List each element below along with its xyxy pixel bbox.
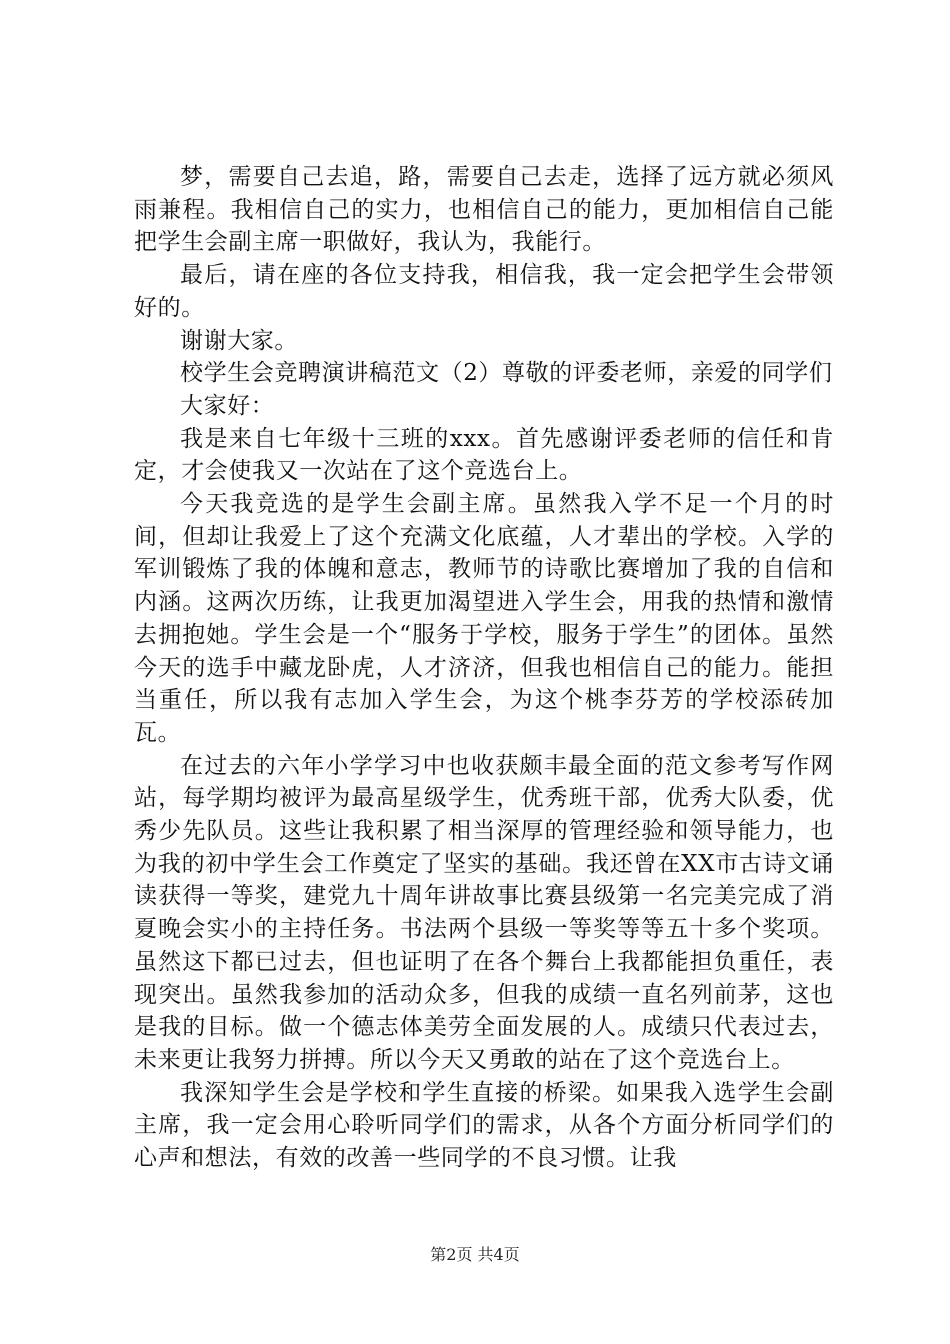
paragraph: 大家好： (180, 392, 275, 419)
paragraph: 今天我竞选的是学生会副主席。虽然我入学不足一个月的时间，但却让我爱上了这个充满文化底蕴，人才辈出的学校。入学的军训锻炼了我的体魄和意志，教师节的诗歌比赛增加了我的自信和内涵。这两次历练，让我更加渴望进入学生会，用我的热情和激情去拥抱她。学生会是一个“服务于学校，服务于学生”的团体。虽然今天的选手中藏龙卧虎，人才济济，但我也相信自己的能力。能担当重任，所以我有志加入学生会，为这个桃李芬芳的学校添砖加瓦。 (134, 491, 834, 746)
paragraph: 我深知学生会是学校和学生直接的桥梁。如果我入选学生会副主席，我一定会用心聆听同学们的需求，从各个方面分析同学们的心声和想法，有效的改善一些同学的不良习惯。让我 (134, 1079, 834, 1172)
paragraph: 梦，需要自己去追，路，需要自己去走，选择了远方就必须风雨兼程。我相信自己的实力，也相信自己的能力，更加相信自己能把学生会副主席一职做好，我认为，我能行。 (134, 164, 834, 256)
document-body (134, 161, 834, 1175)
paragraph: 校学生会竞聘演讲稿范文（2）尊敬的评委老师，亲爱的同学们 (180, 360, 833, 387)
paragraph: 我是来自七年级十三班的xxx。首先感谢评委老师的信任和肯定，才会使我又一次站在了这个竞选台上。 (134, 425, 834, 485)
page-number-footer: 第2页 共4页 (430, 1245, 520, 1264)
paragraph: 最后，请在座的各位支持我，相信我，我一定会把学生会带领好的。 (134, 262, 834, 321)
paragraph: 在过去的六年小学学习中也收获颇丰最全面的范文参考写作网站，每学期均被评为最高星级学生，优秀班干部，优秀大队委，优秀少先队员。这些让我积累了相当深厚的管理经验和领导能力，也为我的初中学生会工作奠定了坚实的基础。我还曾在XX市古诗文诵读获得一等奖，建党九十周年讲故事比赛县级第一名完美完成了消夏晚会实小的主持任务。书法两个县级一等奖等等五十多个奖项。虽然这下都已过去，但也证明了在各个舞台上我都能担负重任，表现突出。虽然我参加的活动众多，但我的成绩一直名列前茅，这也是我的目标。做一个德志体美劳全面发展的人。成绩只代表过去，未来更让我努力拼搏。所以今天又勇敢的站在了这个竞选台上。 (134, 752, 834, 1073)
paragraph: 谢谢大家。 (180, 327, 298, 354)
